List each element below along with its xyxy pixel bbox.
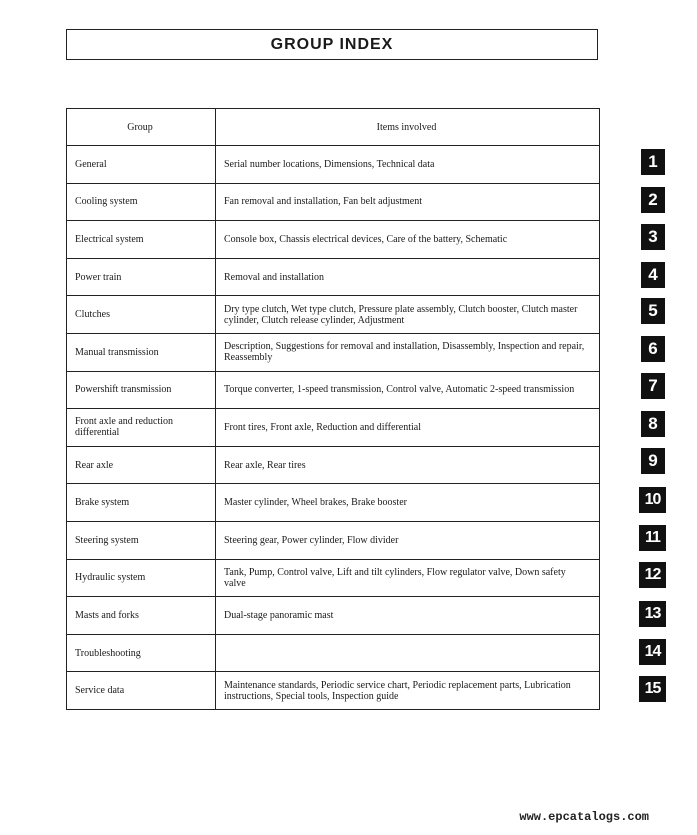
group-cell: Manual transmission (67, 333, 216, 371)
page-title: GROUP INDEX (270, 35, 394, 53)
items-cell: Master cylinder, Wheel brakes, Brake booster (216, 484, 600, 522)
table-row (67, 672, 600, 710)
table-row (67, 146, 600, 184)
items-cell: Torque converter, 1-speed transmission, Control valve, Automatic 2-speed transmission (216, 371, 600, 409)
group-cell: Hydraulic system (67, 559, 216, 597)
items-cell: Dual-stage panoramic mast (216, 597, 600, 635)
table-row (67, 258, 600, 296)
items-cell: Tank, Pump, Control valve, Lift and tilt cylinders, Flow regulator valve, Down safety valve (216, 559, 600, 597)
table-header-row (67, 109, 600, 146)
group-cell: Front axle and reduction differential (67, 409, 216, 447)
title-box (66, 29, 598, 60)
section-tab-10[interactable]: 10 (639, 487, 666, 513)
items-cell: Maintenance standards, Periodic service chart, Periodic replacement parts, Lubrication instructions, Special tools, Inspection guide (216, 672, 600, 710)
table-row (67, 597, 600, 635)
section-tab-12[interactable]: 12 (639, 562, 666, 588)
group-cell: Steering system (67, 521, 216, 559)
group-cell: Rear axle (67, 446, 216, 484)
items-cell: Serial number locations, Dimensions, Technical data (216, 146, 600, 184)
section-tab-15[interactable]: 15 (639, 676, 666, 702)
group-cell: Brake system (67, 484, 216, 522)
items-cell: Steering gear, Power cylinder, Flow divider (216, 521, 600, 559)
table-row (67, 634, 600, 672)
items-cell: Rear axle, Rear tires (216, 446, 600, 484)
group-cell: Powershift transmission (67, 371, 216, 409)
section-tab-2[interactable]: 2 (641, 187, 665, 213)
group-cell: Cooling system (67, 183, 216, 221)
table-row (67, 446, 600, 484)
footer-watermark-url[interactable]: www.epcatalogs.com (519, 810, 649, 824)
items-cell: Dry type clutch, Wet type clutch, Pressure plate assembly, Clutch booster, Clutch master cylinder, Clutch release cylinder, Adjustment (216, 296, 600, 334)
section-tab-4[interactable]: 4 (641, 262, 665, 288)
items-cell: Front tires, Front axle, Reduction and differential (216, 409, 600, 447)
group-cell: Service data (67, 672, 216, 710)
items-cell: Removal and installation (216, 258, 600, 296)
items-cell: Console box, Chassis electrical devices, Care of the battery, Schematic (216, 221, 600, 259)
header-items: Items involved (216, 109, 600, 146)
table-row (67, 521, 600, 559)
group-index-table (66, 108, 600, 710)
table-row (67, 371, 600, 409)
group-cell: Troubleshooting (67, 634, 216, 672)
table-row (67, 221, 600, 259)
header-group: Group (67, 109, 216, 146)
section-tab-5[interactable]: 5 (641, 298, 665, 324)
section-tab-9[interactable]: 9 (641, 448, 665, 474)
table-row (67, 559, 600, 597)
table-row (67, 183, 600, 221)
section-tab-1[interactable]: 1 (641, 149, 665, 175)
section-tab-8[interactable]: 8 (641, 411, 665, 437)
section-tab-6[interactable]: 6 (641, 336, 665, 362)
table-row (67, 296, 600, 334)
group-cell: General (67, 146, 216, 184)
section-tab-11[interactable]: 11 (639, 525, 666, 551)
table-row (67, 484, 600, 522)
section-tab-7[interactable]: 7 (641, 373, 665, 399)
items-cell: Fan removal and installation, Fan belt adjustment (216, 183, 600, 221)
section-tab-14[interactable]: 14 (639, 639, 666, 665)
items-cell (216, 634, 600, 672)
items-cell: Description, Suggestions for removal and installation, Disassembly, Inspection and repair, Reassembly (216, 333, 600, 371)
group-cell: Power train (67, 258, 216, 296)
section-tab-3[interactable]: 3 (641, 224, 665, 250)
group-cell: Electrical system (67, 221, 216, 259)
group-cell: Clutches (67, 296, 216, 334)
group-cell: Masts and forks (67, 597, 216, 635)
table-row (67, 409, 600, 447)
table-row (67, 333, 600, 371)
section-tab-13[interactable]: 13 (639, 601, 666, 627)
